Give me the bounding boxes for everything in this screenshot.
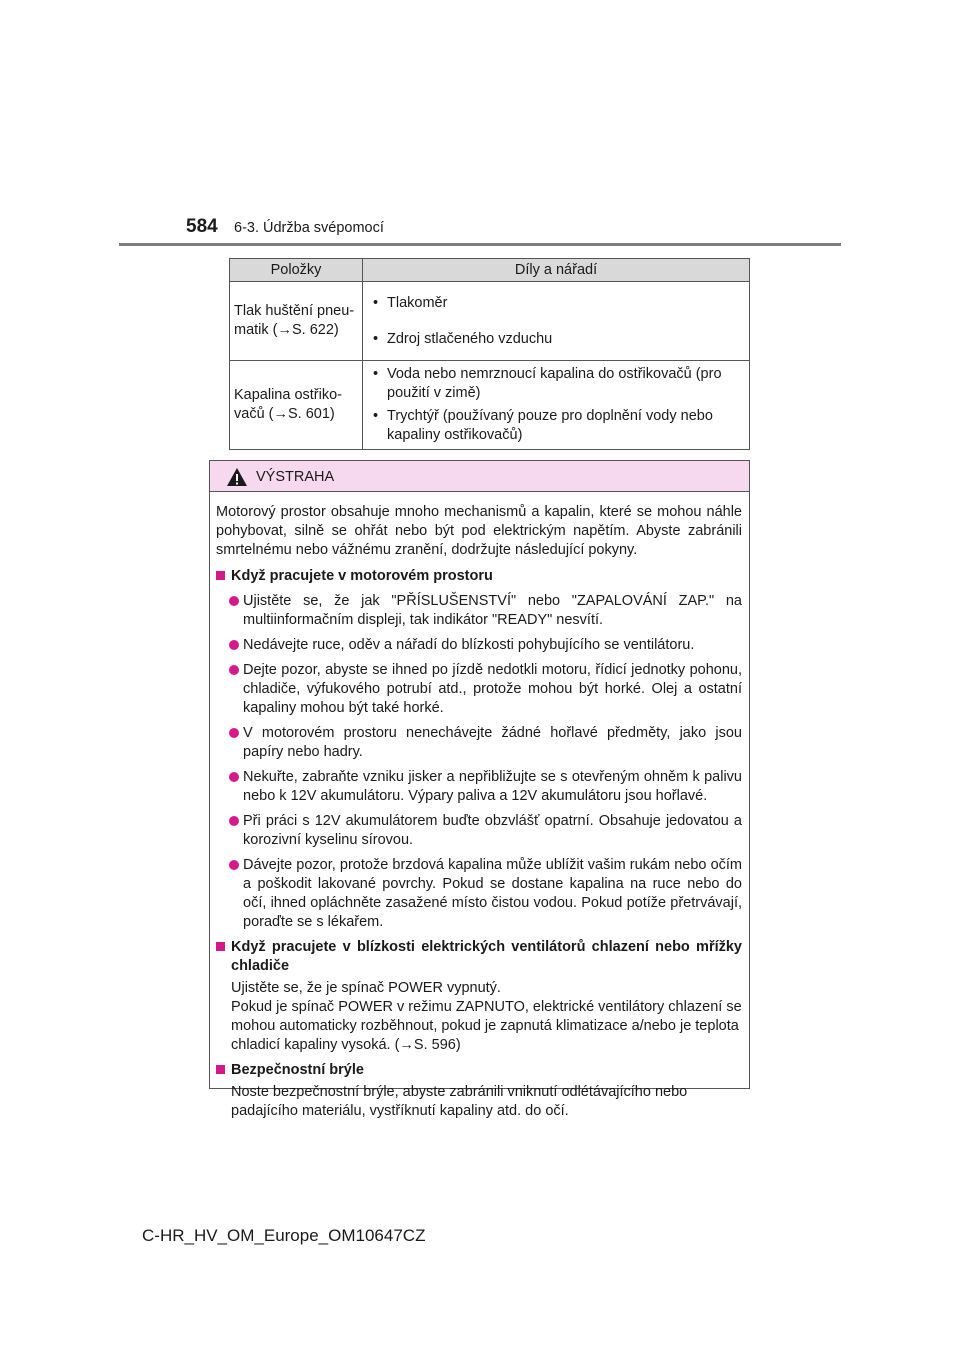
list-item: • Zdroj stlačeného vzduchu bbox=[373, 330, 741, 349]
list-item: • Tlakoměr bbox=[373, 294, 741, 313]
item-label-line: Kapalina ostřiko- bbox=[234, 387, 342, 403]
list-item-text: Dávejte pozor, protože brzdová kapalina může ublížit vašim rukám nebo očím a poškodit lakované povrchy. Pokud se dostane kapalina na ruce nebo do očí, ihned opláchněte zasažené místo čistou vodou. Pokud potíže přetrvávají, poraďte se s lékařem. bbox=[243, 857, 742, 930]
list-item bbox=[216, 592, 742, 630]
section-body-line: Pokud je spínač POWER v režimu ZAPNUTO, elektrické ventilátory chlazení se mohou automaticky rozběhnout, pokud je zapnutá klimatizace a/nebo je teplota chladicí kapaliny vysoká. (→S. 596) bbox=[231, 999, 742, 1053]
section-heading bbox=[216, 938, 742, 976]
list-item bbox=[216, 812, 742, 850]
dot-bullet-icon bbox=[229, 860, 239, 870]
warning-body bbox=[210, 492, 749, 1121]
warning-header bbox=[210, 461, 749, 492]
section-heading-text: Když pracujete v blízkosti elektrických ventilátorů chlazení nebo mřížky chladiče bbox=[231, 939, 742, 974]
list-item bbox=[216, 636, 742, 655]
section-body-line: Noste bezpečnostní brýle, abyste zabránili vniknutí odlétávajícího nebo padajícího materiálu, vystříknutí kapaliny atd. do očí. bbox=[231, 1084, 688, 1119]
table-row bbox=[230, 282, 750, 361]
document-code: C-HR_HV_OM_Europe_OM10647CZ bbox=[142, 1226, 426, 1245]
dot-bullet-icon bbox=[229, 728, 239, 738]
section-title: 6-3. Údržba svépomocí bbox=[234, 220, 384, 236]
list-item-text: Ujistěte se, že jak "PŘÍSLUŠENSTVÍ" nebo "ZAPALOVÁNÍ ZAP." na multiinformačním displeji, tak indikátor "READY" nesvítí. bbox=[243, 593, 742, 628]
dot-bullet-icon bbox=[229, 640, 239, 650]
table-cell-parts bbox=[363, 361, 750, 450]
list-item-text: Dejte pozor, abyste se ihned po jízdě nedotkli motoru, řídicí jednotky pohonu, chladiče, výfukového potrubí atd., protože mohou být horké. Olej a ostatní kapaliny mohou být také horké. bbox=[243, 662, 742, 716]
section-body-line: Ujistěte se, že je spínač POWER vypnutý. bbox=[231, 980, 501, 996]
table-row bbox=[230, 361, 750, 450]
dot-bullet-icon bbox=[229, 816, 239, 826]
section-heading bbox=[216, 567, 742, 586]
column-header-parts: Díly a nářadí bbox=[363, 259, 750, 282]
list-item bbox=[216, 768, 742, 806]
item-label-line: Tlak huštění pneu- bbox=[234, 303, 355, 319]
list-item-text: V motorovém prostoru nenechávejte žádné hořlavé předměty, jako jsou papíry nebo hadry. bbox=[243, 725, 742, 760]
warning-triangle-icon bbox=[226, 467, 248, 487]
square-bullet-icon bbox=[216, 942, 225, 951]
list-item bbox=[216, 661, 742, 718]
warning-intro: Motorový prostor obsahuje mnoho mechanismů a kapalin, které se mohou náhle pohybovat, silně se ohřát nebo být pod elektrickým napětím. Abyste zabránili smrtelnému nebo vážnému zranění, dodržujte následující pokyny. bbox=[216, 504, 742, 558]
list-item: • Voda nebo nemrznoucí kapalina do ostřikovačů (pro použití v zimě) bbox=[373, 365, 741, 403]
table-cell-parts bbox=[363, 282, 750, 361]
item-label-line: matik (→S. 622) bbox=[234, 322, 339, 338]
dot-bullet-icon bbox=[229, 772, 239, 782]
section-heading-text: Bezpečnostní brýle bbox=[231, 1062, 364, 1078]
warning-box bbox=[209, 460, 750, 1119]
list-item-text: Nedávejte ruce, oděv a nářadí do blízkosti pohybujícího se ventilátoru. bbox=[243, 637, 695, 653]
page-number: 584 bbox=[186, 216, 218, 237]
parts-list bbox=[373, 294, 741, 349]
list-item-text: Nekuřte, zabraňte vzniku jisker a nepřibližujte se s otevřeným ohněm k palivu nebo k 12V akumulátoru. Výpary paliva a 12V akumulátoru jsou hořlavé. bbox=[243, 769, 742, 804]
square-bullet-icon bbox=[216, 1065, 225, 1074]
section-body bbox=[216, 1083, 742, 1121]
section-heading-text: Když pracujete v motorovém prostoru bbox=[231, 568, 493, 584]
warning-title: VÝSTRAHA bbox=[256, 469, 335, 485]
section-heading bbox=[216, 1061, 742, 1080]
list-item bbox=[216, 856, 742, 932]
dot-bullet-icon bbox=[229, 665, 239, 675]
list-item: • Trychtýř (používaný pouze pro doplnění vody nebo kapaliny ostřikovačů) bbox=[373, 407, 741, 445]
list-item-text: Při práci s 12V akumulátorem buďte obzvlášť opatrní. Obsahuje jedovatou a korozivní kyselinu sírovou. bbox=[243, 813, 742, 848]
parts-table bbox=[229, 258, 750, 450]
header-rule bbox=[119, 243, 841, 246]
table-cell-item bbox=[230, 361, 363, 450]
parts-list bbox=[373, 365, 741, 445]
section-body bbox=[216, 979, 742, 1055]
item-label-line: vačů (→S. 601) bbox=[234, 406, 335, 422]
list-item bbox=[216, 724, 742, 762]
table-cell-item bbox=[230, 282, 363, 361]
square-bullet-icon bbox=[216, 571, 225, 580]
column-header-items: Položky bbox=[230, 259, 363, 282]
dot-bullet-icon bbox=[229, 596, 239, 606]
table-header-row bbox=[230, 259, 750, 282]
